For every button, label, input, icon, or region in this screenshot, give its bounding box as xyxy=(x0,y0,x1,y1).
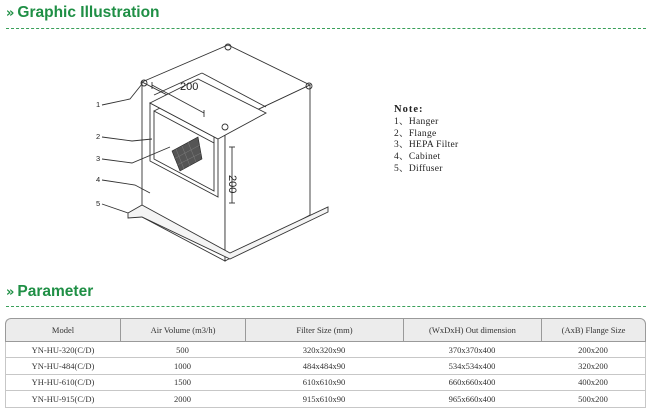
dimension-side-label: 200 xyxy=(226,175,238,194)
header-air-volume: Air Volume (m3/h) xyxy=(120,318,245,342)
parameter-section-heading xyxy=(6,283,93,301)
section-divider xyxy=(6,28,646,29)
hepa-box-drawing xyxy=(90,35,340,270)
note-title: Note: xyxy=(394,104,424,115)
cell-model: YH-HU-610(C/D) xyxy=(5,375,120,391)
note-item-hanger: 1、Hanger xyxy=(394,117,439,127)
cell-flange-size: 400x200 xyxy=(541,375,646,391)
graphic-section-title: Graphic Illustration xyxy=(17,4,160,21)
cell-model: YN-HU-484(C/D) xyxy=(5,358,120,374)
double-chevron-icon: » xyxy=(6,284,12,300)
cell-out-dimension: 370x370x400 xyxy=(403,342,541,358)
note-item-hepa-filter: 3、HEPA Filter xyxy=(394,140,459,151)
graphic-section-heading xyxy=(6,4,160,22)
cell-model: YN-HU-320(C/D) xyxy=(5,342,120,358)
cell-out-dimension: 965x660x400 xyxy=(403,391,541,407)
note-item-flange: 2、Flange xyxy=(394,128,437,139)
table-row xyxy=(5,375,646,391)
note-item-cabinet: 4、Cabinet xyxy=(394,152,441,163)
table-header-row xyxy=(5,318,646,342)
cell-flange-size: 200x200 xyxy=(541,342,646,358)
double-chevron-icon: » xyxy=(6,5,12,21)
section-divider xyxy=(6,306,646,307)
header-filter-size: Filter Size (mm) xyxy=(245,318,403,342)
parameter-section-title: Parameter xyxy=(17,283,94,300)
callout-2: 2 xyxy=(96,132,101,141)
cell-out-dimension: 534x534x400 xyxy=(403,358,541,374)
callout-1: 1 xyxy=(96,100,101,109)
cell-filter-size: 610x610x90 xyxy=(245,375,403,391)
note-item-diffuser: 5、Diffuser xyxy=(394,163,443,174)
cell-filter-size: 915x610x90 xyxy=(245,391,403,407)
cell-filter-size: 320x320x90 xyxy=(245,342,403,358)
parameter-table xyxy=(5,318,646,408)
cell-air-volume: 2000 xyxy=(120,391,245,407)
table-row xyxy=(5,358,646,374)
cell-flange-size: 500x200 xyxy=(541,391,646,407)
header-flange-size: (AxB) Flange Size xyxy=(541,318,646,342)
cell-flange-size: 320x200 xyxy=(541,358,646,374)
cell-air-volume: 1500 xyxy=(120,375,245,391)
note-legend xyxy=(394,104,459,176)
table-row xyxy=(5,342,646,358)
cell-out-dimension: 660x660x400 xyxy=(403,375,541,391)
cell-model: YN-HU-915(C/D) xyxy=(5,391,120,407)
cell-filter-size: 484x484x90 xyxy=(245,358,403,374)
callout-4: 4 xyxy=(96,175,101,184)
callout-5: 5 xyxy=(96,199,101,208)
header-out-dimension: (WxDxH) Out dimension xyxy=(403,318,541,342)
cell-air-volume: 1000 xyxy=(120,358,245,374)
callout-3: 3 xyxy=(96,154,101,163)
dimension-top-label: 200 xyxy=(180,81,199,93)
cell-air-volume: 500 xyxy=(120,342,245,358)
table-row xyxy=(5,391,646,407)
header-model: Model xyxy=(5,318,120,342)
